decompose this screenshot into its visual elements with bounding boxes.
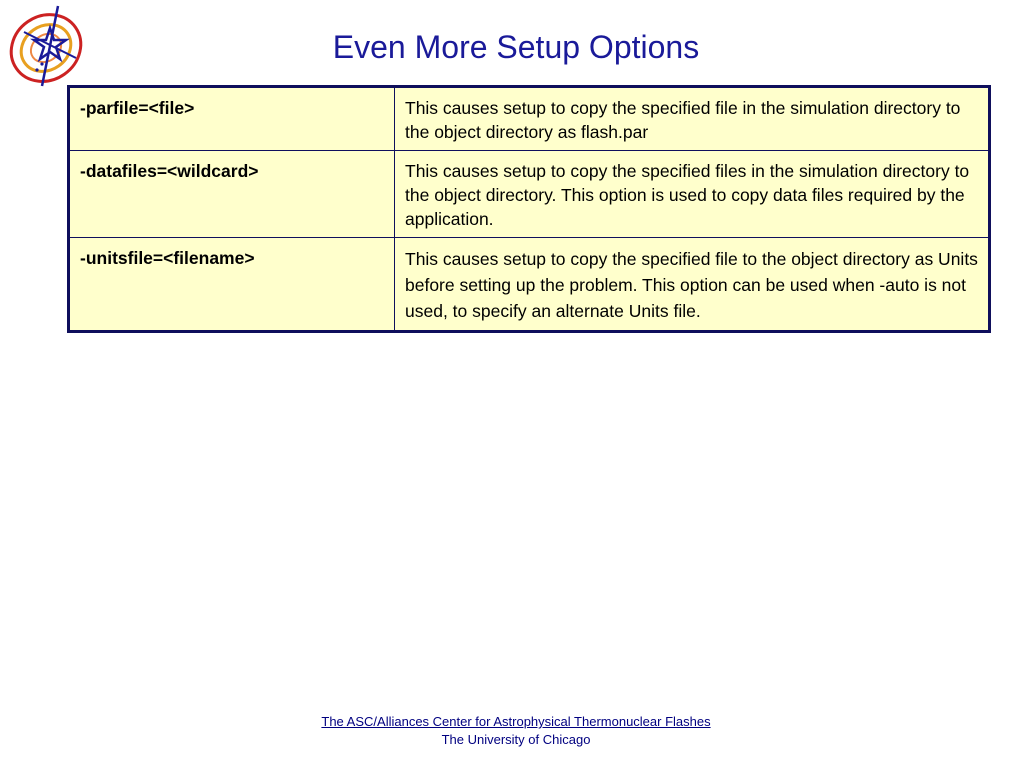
table-row [69,151,990,238]
slide-title: Even More Setup Options [332,29,700,65]
footer [0,713,1024,749]
option-description: This causes setup to copy the specified file in the simulation directory to the object directory as flash.par [395,87,990,151]
table-row [69,87,990,151]
option-description: This causes setup to copy the specified files in the simulation directory to the object directory. This option is used to copy data files required by the application. [395,151,990,238]
footer-link[interactable]: The ASC/Alliances Center for Astrophysical Thermonuclear Flashes [321,714,711,729]
option-description: This causes setup to copy the specified file to the object directory as Units before setting up the problem. This option can be used when -auto is not used, to specify an alternate Units file. [395,238,990,332]
options-table [67,85,991,333]
option-name: -parfile=<file> [69,87,395,151]
table-row [69,238,990,332]
option-name: -datafiles=<wildcard> [69,151,395,238]
footer-institution: The University of Chicago [441,732,591,747]
option-name: -unitsfile=<filename> [69,238,395,332]
